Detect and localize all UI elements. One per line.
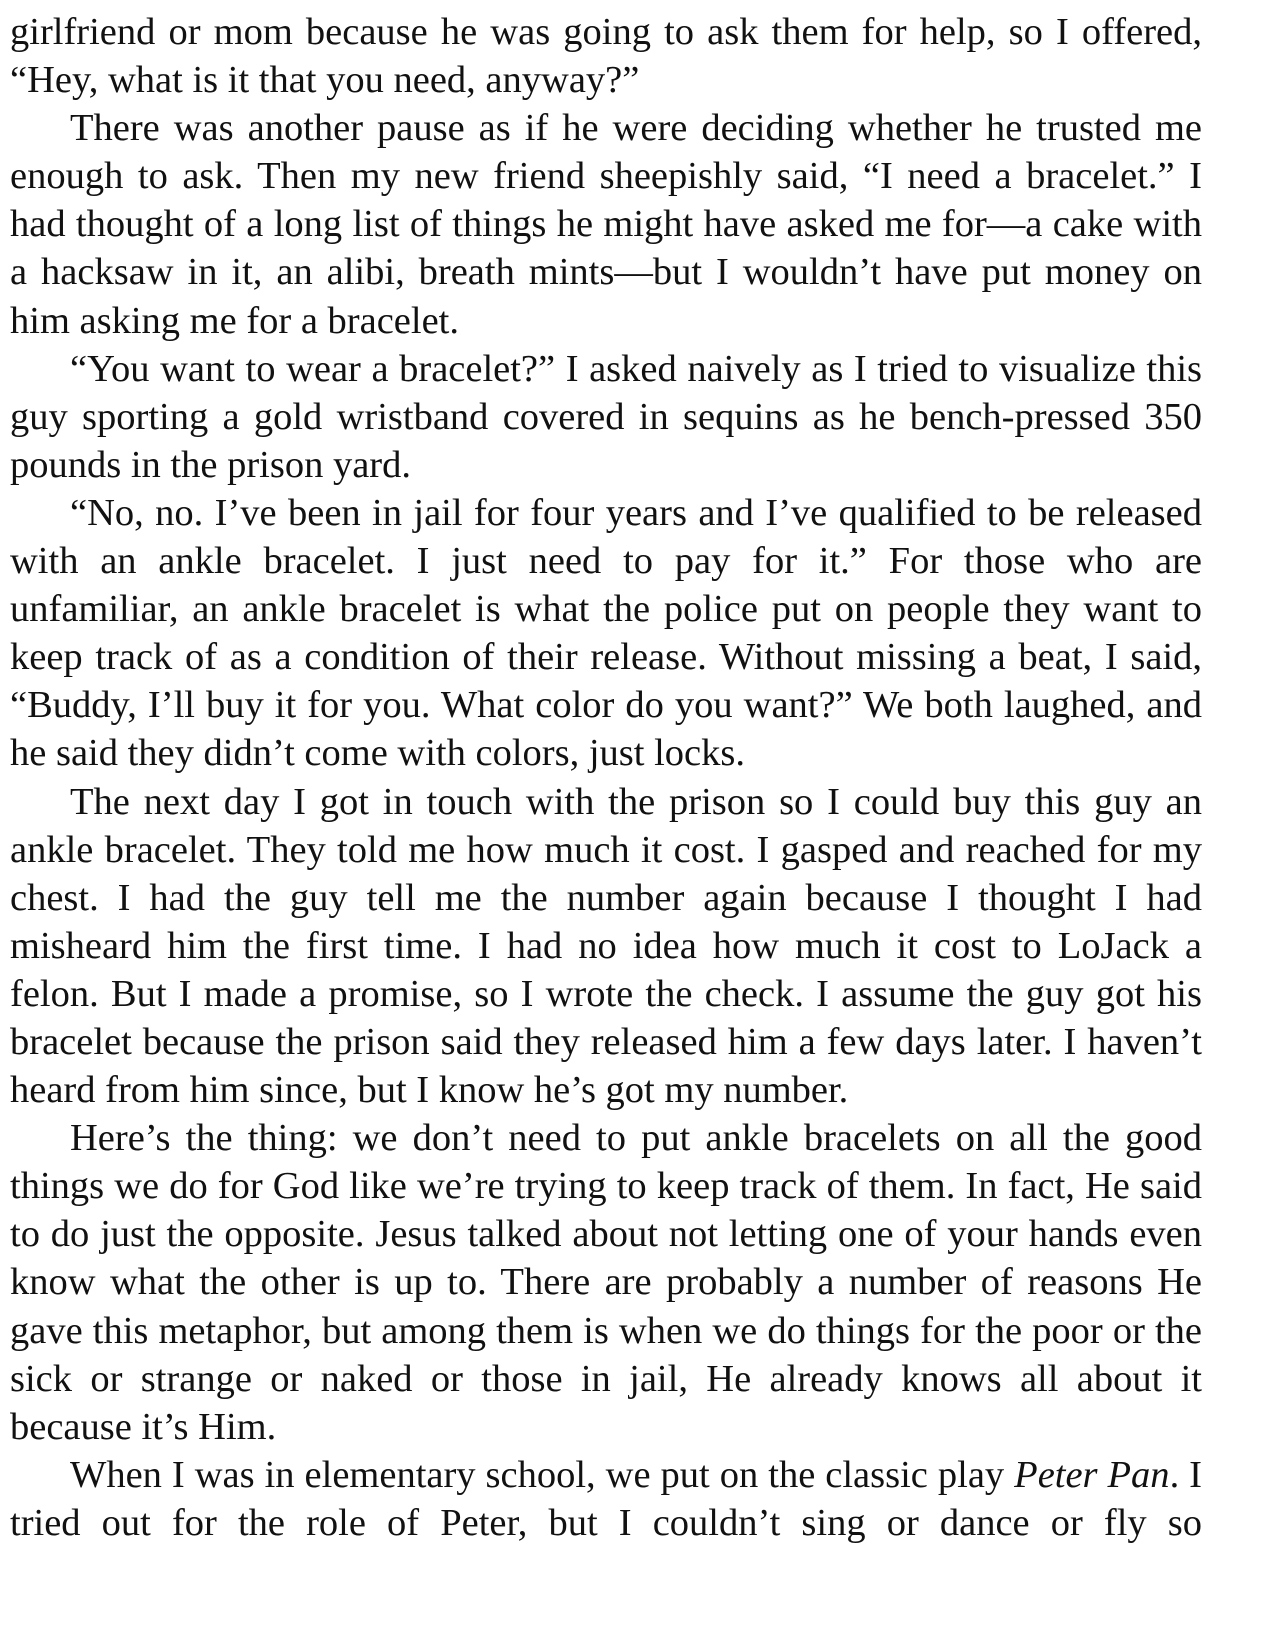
paragraph-7: [10, 1451, 1202, 1547]
paragraph-3-text: “You want to wear a bracelet?” I asked naively as I tried to visualize this guy sporting a gold wristband covered in sequins as he bench-pressed 350 pounds in the prison yard.: [10, 347, 1202, 486]
paragraph-1-text: girlfriend or mom because he was going to ask them for help, so I offered, “Hey, what is it that you need, anyway?”: [10, 11, 1202, 102]
paragraph-5-text: The next day I got in touch with the prison so I could buy this guy an ankle bracelet. They told me how much it cost. I gasped and reached for my chest. I had the guy tell me the number again because I thought I had misheard him the first time. I had no idea how much it cost to LoJack a felon. But I made a promise, so I wrote the check. I assume the guy got his bracelet because the prison said they released him a few days later. I haven’t heard from him since, but I know he’s got my number.: [10, 780, 1202, 1112]
paragraph-2: [10, 104, 1202, 344]
paragraph-2-text: There was another pause as if he were deciding whether he trusted me enough to ask. Then my new friend sheepishly said, “I need a bracelet.” I had thought of a long list of things he might have asked me for—a cake with a hacksaw in it, an alibi, breath mints—but I wouldn’t have put money on him asking me for a bracelet.: [10, 107, 1202, 342]
paragraph-1: [10, 8, 1202, 104]
paragraph-6: [10, 1114, 1202, 1451]
paragraph-3: [10, 345, 1202, 489]
paragraph-7-text-end: . I tried out for the role of Peter, but I couldn’t sing or dance or fly so: [10, 1453, 1203, 1544]
paragraph-6-text: Here’s the thing: we don’t need to put ankle bracelets on all the good things we do for God like we’re trying to keep track of them. In fact, He said to do just the opposite. Jesus talked about not letting one of your hands even know what the other is up to. There are probably a number of reasons He gave this metaphor, but among them is when we do things for the poor or the sick or strange or naked or those in jail, He already knows all about it because it’s Him.: [10, 1117, 1202, 1448]
play-title: Peter Pan: [1014, 1453, 1170, 1496]
book-page: [10, 8, 1202, 1547]
paragraph-4: [10, 489, 1202, 778]
paragraph-7-text-start: When I was in elementary school, we put on the classic play: [70, 1453, 1015, 1496]
paragraph-5: [10, 778, 1202, 1115]
paragraph-4-text: “No, no. I’ve been in jail for four years and I’ve qualified to be released with an ankle bracelet. I just need to pay for it.” For those who are unfamiliar, an ankle bracelet is what the police put on people they want to keep track of as a condition of their release. Without missing a beat, I said, “Buddy, I’ll buy it for you. What color do you want?” We both laughed, and he said they didn’t come with colors, just locks.: [10, 491, 1202, 775]
